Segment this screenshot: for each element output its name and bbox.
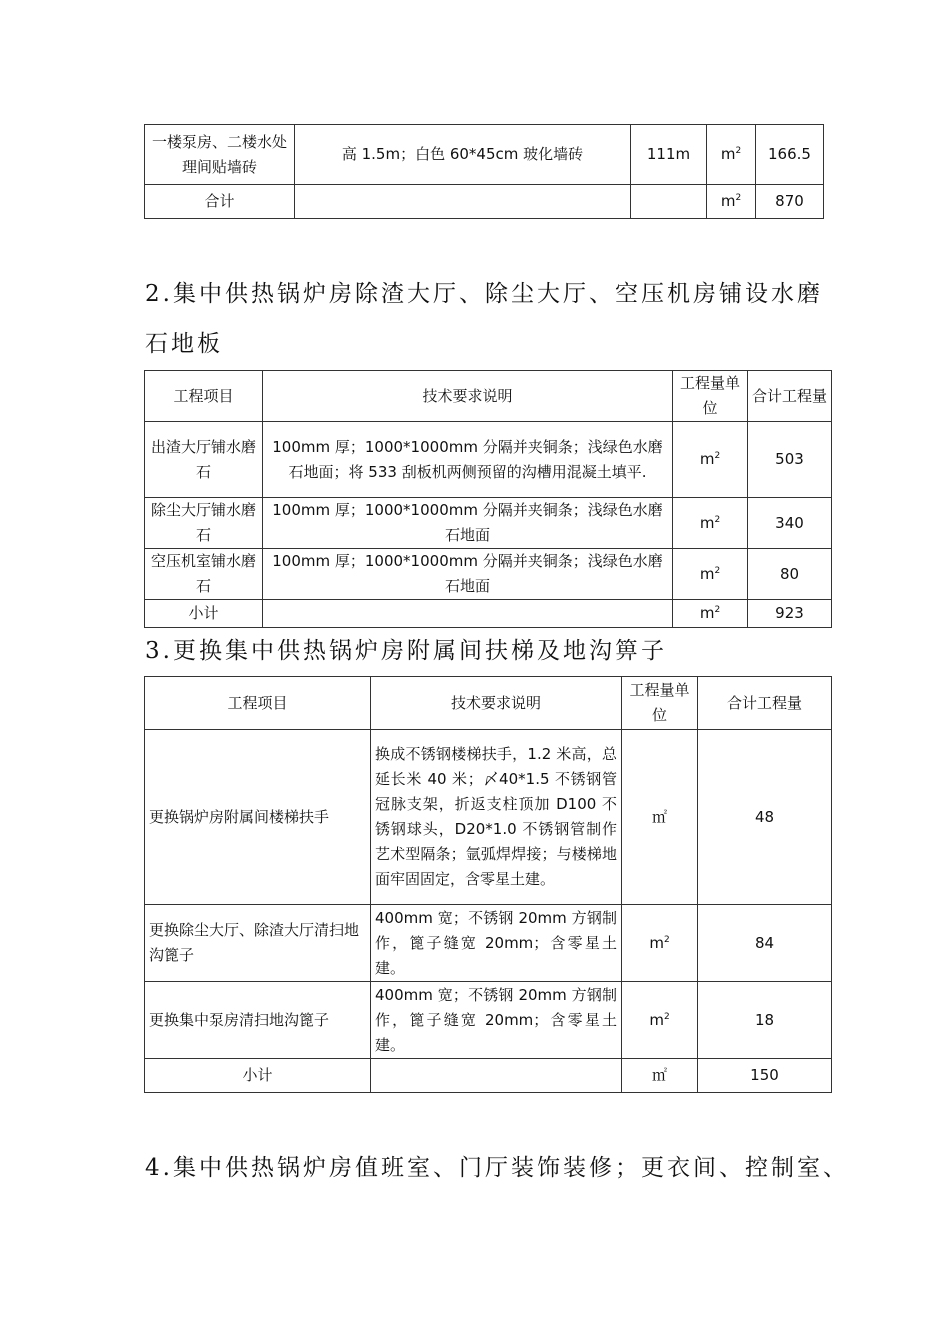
table-handrail-grating [144, 676, 832, 1093]
table-row [145, 125, 824, 185]
unit-cell: $m^2$ [673, 422, 748, 498]
header-item: 工程项目 [145, 371, 263, 422]
item-cell: 合计 [145, 185, 295, 219]
desc-cell: 换成不锈钢楼梯扶手，1.2 米高，总延长米 40 米；〆40*1.5 不锈钢管冠脉支架，折返支柱顶加 D100 不锈钢球头，D20*1.0 不锈钢管制作艺术型隔条；氩弧焊焊接；与楼梯地面牢固固定，含零星土建。 [371, 730, 622, 905]
item-cell: 更换锅炉房附属间楼梯扶手 [145, 730, 371, 905]
desc-cell [295, 185, 631, 219]
section-2-title-line2: 石地板 [145, 331, 223, 357]
table-terrazzo [144, 370, 832, 628]
table-tile-summary [144, 124, 824, 219]
unit-cell: $m^2$ [673, 549, 748, 600]
item-cell: 除尘大厅铺水磨石 [145, 498, 263, 549]
qty-cell: 84 [698, 905, 832, 982]
header-unit: 工程量单位 [622, 677, 698, 730]
length-cell: 111m [631, 125, 707, 185]
length-cell [631, 185, 707, 219]
desc-cell: 100mm 厚；1000*1000mm 分隔并夹铜条；浅绿色水磨石地面；将 533 刮板机两侧预留的沟槽用混凝土填平. [263, 422, 673, 498]
qty-cell: 340 [748, 498, 832, 549]
table-row [145, 1059, 832, 1093]
section-4-title: 4.集中供热锅炉房值班室、门厅装饰装修；更衣间、控制室、 [145, 1155, 849, 1181]
desc-cell: 100mm 厚；1000*1000mm 分隔并夹铜条；浅绿色水磨石地面 [263, 549, 673, 600]
desc-cell [263, 600, 673, 628]
header-item: 工程项目 [145, 677, 371, 730]
table-row [145, 600, 832, 628]
item-cell: 空压机室铺水磨石 [145, 549, 263, 600]
qty-cell: 48 [698, 730, 832, 905]
unit-cell: $m^2$ [707, 125, 756, 185]
header-qty: 合计工程量 [748, 371, 832, 422]
desc-cell: 400mm 宽；不锈钢 20mm 方钢制作，篦子缝宽 20mm；含零星土建。 [371, 905, 622, 982]
table-row [145, 422, 832, 498]
qty-cell: 503 [748, 422, 832, 498]
section-3-title: 3.更换集中供热锅炉房附属间扶梯及地沟箅子 [145, 638, 667, 664]
unit-cell: $m^2$ [673, 498, 748, 549]
qty-cell: 870 [756, 185, 824, 219]
header-unit: 工程量单位 [673, 371, 748, 422]
unit-cell: $m^2$ [622, 982, 698, 1059]
header-desc: 技术要求说明 [371, 677, 622, 730]
item-cell: 更换集中泵房清扫地沟篦子 [145, 982, 371, 1059]
item-cell: 小计 [145, 1059, 371, 1093]
item-cell: 更换除尘大厅、除渣大厅清扫地沟篦子 [145, 905, 371, 982]
item-cell: 小计 [145, 600, 263, 628]
table-header-row [145, 677, 832, 730]
unit-cell: $m^2$ [707, 185, 756, 219]
unit-cell: ㎡ [622, 730, 698, 905]
table-row [145, 185, 824, 219]
desc-cell: 100mm 厚；1000*1000mm 分隔并夹铜条；浅绿色水磨石地面 [263, 498, 673, 549]
table-row [145, 498, 832, 549]
item-cell: 一楼泵房、二楼水处理间贴墙砖 [145, 125, 295, 185]
table-row [145, 549, 832, 600]
desc-cell [371, 1059, 622, 1093]
table-row [145, 905, 832, 982]
qty-cell: 166.5 [756, 125, 824, 185]
qty-cell: 80 [748, 549, 832, 600]
section-2-title-line1: 2.集中供热锅炉房除渣大厅、除尘大厅、空压机房铺设水磨 [145, 281, 823, 307]
table-header-row [145, 371, 832, 422]
desc-cell: 400mm 宽；不锈钢 20mm 方钢制作，篦子缝宽 20mm；含零星土建。 [371, 982, 622, 1059]
table-row [145, 982, 832, 1059]
header-qty: 合计工程量 [698, 677, 832, 730]
unit-cell: ㎡ [622, 1059, 698, 1093]
unit-cell: $m^2$ [622, 905, 698, 982]
header-desc: 技术要求说明 [263, 371, 673, 422]
qty-cell: 923 [748, 600, 832, 628]
qty-cell: 150 [698, 1059, 832, 1093]
desc-cell: 高 1.5m；白色 60*45cm 玻化墙砖 [295, 125, 631, 185]
item-cell: 出渣大厅铺水磨石 [145, 422, 263, 498]
unit-cell: $m^2$ [673, 600, 748, 628]
table-row [145, 730, 832, 905]
qty-cell: 18 [698, 982, 832, 1059]
